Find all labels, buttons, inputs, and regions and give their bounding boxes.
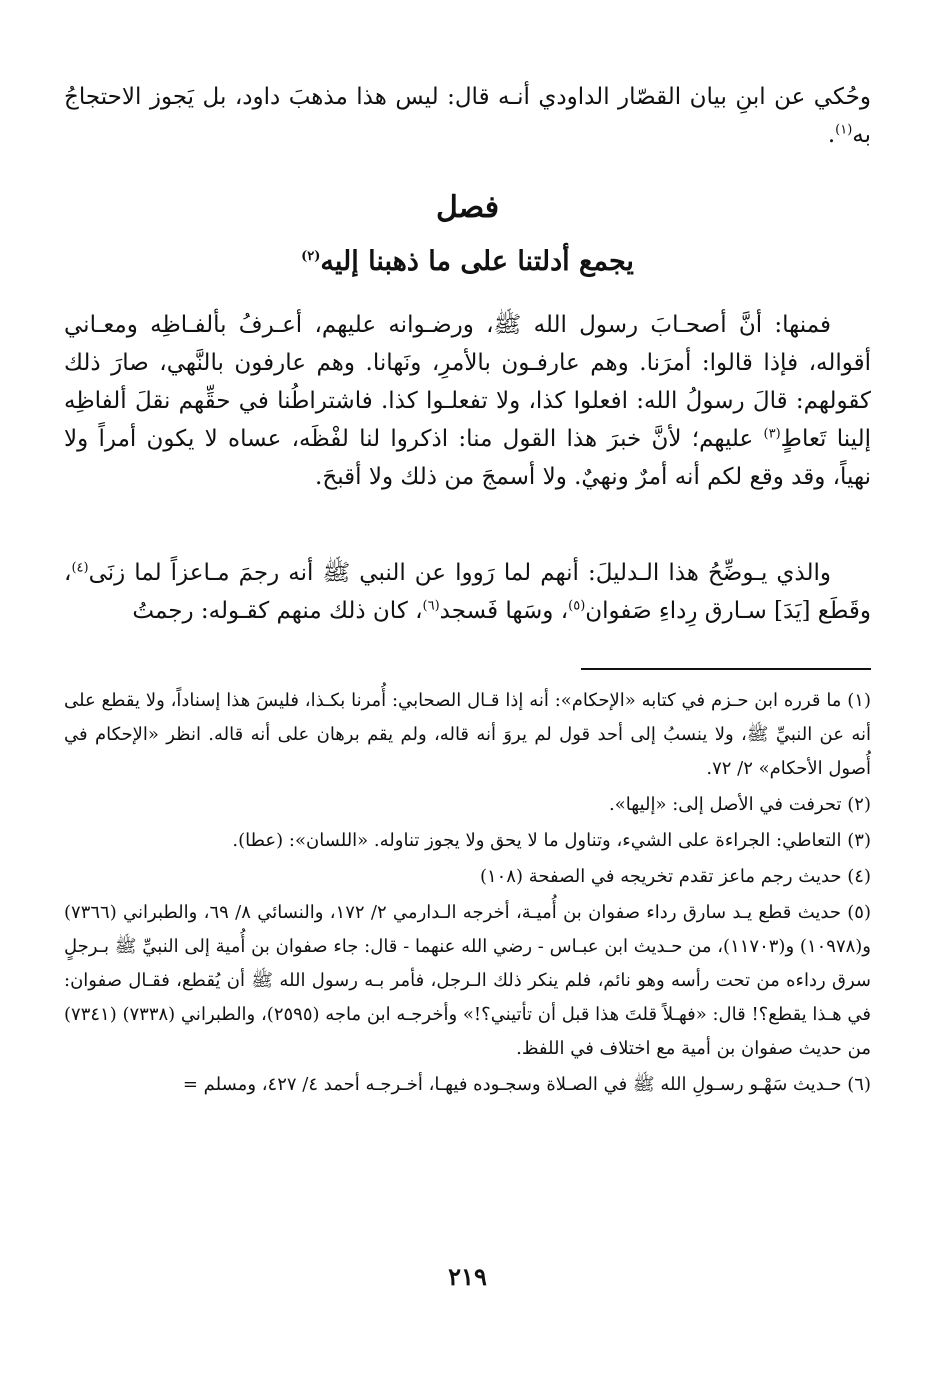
footnote-divider — [581, 668, 871, 670]
footnote-ref-6: (٦) — [422, 598, 440, 614]
footnote-ref-1: (١) — [835, 122, 853, 138]
section-heading: فصل — [435, 190, 500, 225]
footnote-2: (٢) تحرفت في الأصل إلى: «إليها». — [609, 794, 871, 815]
footnote-ref-5: (٥) — [568, 598, 586, 614]
footnote-ref-2: (٢) — [301, 249, 321, 264]
footnote-4: (٤) حديث رجم ماعز تقدم تخريجه في الصفحة (١٠٨) — [479, 866, 871, 887]
footnote-ref-3: (٣) — [763, 426, 781, 442]
section-subheading — [64, 240, 871, 284]
footnote-3: (٣) التعاطي: الجراءة على الشيء، وتناول ما لا يحق ولا يجوز تناوله. «اللسان»: (عطا). — [232, 830, 871, 851]
paragraph-part: فمنها: أنَّ أصحـابَ رسول الله ﷺ، ورضـوانه عليهم، أعـرفُ بألفـاظِه ومعـاني أقواله، فإذا قالوا: أمرَنا. وهم عارفـون بالأمرِ، ونَهانا. وهم عارفون بالنَّهي، صارَ ذلك كقولهم: قالَ رسولُ الله: افعلوا كذا، ولا تفعلـوا كذا. فاشتراطُنا في حقِّهم نقلَ ألفاظِه إلينا تَعاطٍ — [64, 312, 871, 452]
page-number: ٢١٩ — [448, 1262, 487, 1291]
paragraph-part: والذي يـوضِّحُ هذا الـدليلَ: أنهم لما رَووا عن النبي ﷺ أنه رجمَ مـاعزاً لما زنَى — [88, 560, 831, 586]
paragraph-text — [64, 306, 871, 496]
subheading-text: يجمع أدلتنا على ما ذهبنا إليه — [320, 246, 634, 277]
footnote-5: (٥) حديث قطع يـد سارق رداء صفوان بن أُميـة، أخرجه الـدارمي ٢/ ١٧٢، والنسائي ٨/ ٦٩، والطبراني (٧٣٦٦) و(١٠٩٧٨) و(١١٧٠٣)، من حـديث ابن عبـاس - رضي الله عنهما - قال: جاء صفوان بن أُمية إلى النبيِّ ﷺ بـرجلٍ سرق رداءه من تحت رأسه وهو نائم، فلم ينكر ذلك الـرجل، فأمر بـه رسول الله ﷺ أن يُقطع، فقـال صفوان: في هـذا يقطع؟! قال: «فهـلاً قلتَ هذا قبل أن تأتيني؟!» وأخرجـه ابن ماجه (٢٥٩٥)، والطبراني (٧٣٣٨) (٧٣٤١) من حديث صفوان بن أمية مع اختلاف في اللفظ. — [64, 902, 871, 1059]
paragraph-part: ، وقَطَع [يَدَ] سـارق رِداءِ صَفوان — [64, 560, 871, 624]
footnote-ref-4: (٤) — [71, 560, 89, 576]
paragraph-part: عليهم؛ لأنَّ خبرَ هذا القول منا: اذكروا لنا لفْظَه، عساه لا يكون أمراً ولا نهياً، وقد وقع لكم أنه أمرٌ ونهيٌ. ولا أسمجَ من ذلك ولا أقبحَ. — [64, 426, 871, 490]
paragraph-part: ، كان ذلك منهم كقـوله: رجمتُ — [132, 598, 423, 624]
paragraph-text — [64, 554, 871, 630]
paragraph-clarification — [64, 554, 871, 630]
intro-text — [64, 78, 871, 154]
paragraph-part: ، وسَها فَسجد — [439, 598, 569, 624]
footnote-6: (٦) حـديث سَهْـو رسـولِ الله ﷺ في الصـلاة وسجـوده فيهـا، أخـرجـه أحمد ٤/ ٤٢٧، ومسلم = — [182, 1074, 871, 1095]
footnote-1: (١) ما قرره ابن حـزم في كتابه «الإحكام»: أنه إذا قـال الصحابي: أُمرنا بكـذا، فليسَ هذا إسناداً، ولا يقطع على أنه عن النبيِّ ﷺ، ولا ينسبُ إلى أحد قول لم يروَ أنه قاله، ولم يقم برهان على أنه قاله. انظر «الإحكام في أُصول الأحكام» ٢/ ٧٢. — [64, 690, 871, 779]
paragraph-first-argument — [64, 306, 871, 496]
intro-paragraph — [64, 78, 871, 154]
intro-end: . — [827, 122, 836, 148]
intro-main-text: وحُكي عن ابنِ بيان القصّار الداودي أنـه قال: ليس هذا مذهبَ داود، بل يَجوز الاحتجاجُ به — [64, 84, 871, 148]
footnotes — [64, 684, 871, 1104]
